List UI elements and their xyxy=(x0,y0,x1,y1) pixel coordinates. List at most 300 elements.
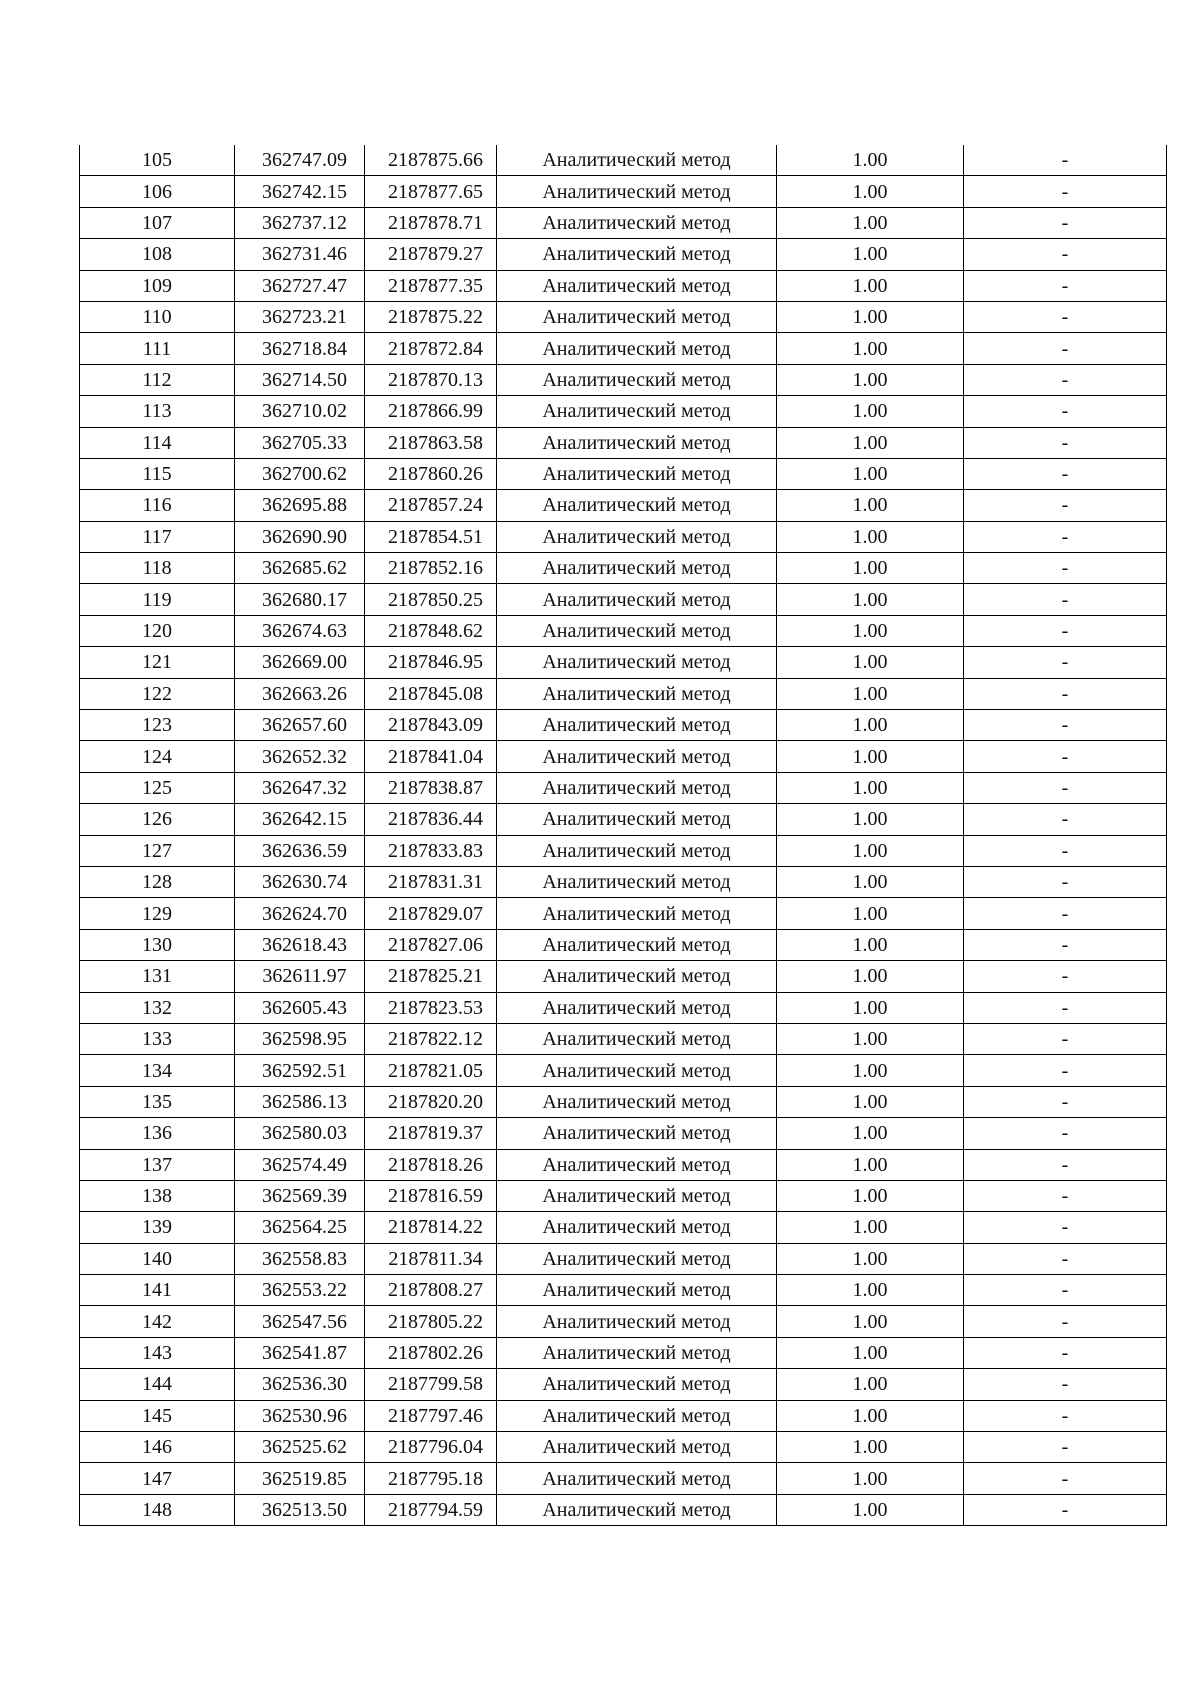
point-number-cell: 124 xyxy=(80,741,235,772)
note-cell: - xyxy=(964,1494,1167,1525)
y-coordinate-cell: 2187827.06 xyxy=(365,929,497,960)
y-coordinate-cell: 2187877.65 xyxy=(365,176,497,207)
method-cell: Аналитический метод xyxy=(497,207,777,238)
table-row xyxy=(80,1118,1167,1149)
y-coordinate-cell: 2187836.44 xyxy=(365,804,497,835)
accuracy-cell: 1.00 xyxy=(777,490,964,521)
accuracy-cell: 1.00 xyxy=(777,521,964,552)
method-cell: Аналитический метод xyxy=(497,772,777,803)
point-number-cell: 129 xyxy=(80,898,235,929)
point-number-cell: 125 xyxy=(80,772,235,803)
y-coordinate-cell: 2187819.37 xyxy=(365,1118,497,1149)
x-coordinate-cell: 362530.96 xyxy=(235,1400,365,1431)
point-number-cell: 146 xyxy=(80,1432,235,1463)
accuracy-cell: 1.00 xyxy=(777,1055,964,1086)
y-coordinate-cell: 2187811.34 xyxy=(365,1243,497,1274)
coordinates-table-body xyxy=(80,145,1167,1526)
method-cell: Аналитический метод xyxy=(497,396,777,427)
accuracy-cell: 1.00 xyxy=(777,1400,964,1431)
table-row xyxy=(80,521,1167,552)
table-row xyxy=(80,866,1167,897)
method-cell: Аналитический метод xyxy=(497,1212,777,1243)
point-number-cell: 137 xyxy=(80,1149,235,1180)
accuracy-cell: 1.00 xyxy=(777,1306,964,1337)
note-cell: - xyxy=(964,207,1167,238)
note-cell: - xyxy=(964,1275,1167,1306)
x-coordinate-cell: 362525.62 xyxy=(235,1432,365,1463)
y-coordinate-cell: 2187854.51 xyxy=(365,521,497,552)
y-coordinate-cell: 2187879.27 xyxy=(365,239,497,270)
point-number-cell: 119 xyxy=(80,584,235,615)
y-coordinate-cell: 2187848.62 xyxy=(365,615,497,646)
table-row xyxy=(80,270,1167,301)
method-cell: Аналитический метод xyxy=(497,333,777,364)
method-cell: Аналитический метод xyxy=(497,992,777,1023)
x-coordinate-cell: 362695.88 xyxy=(235,490,365,521)
table-row xyxy=(80,176,1167,207)
y-coordinate-cell: 2187831.31 xyxy=(365,866,497,897)
point-number-cell: 133 xyxy=(80,1023,235,1054)
point-number-cell: 121 xyxy=(80,647,235,678)
x-coordinate-cell: 362680.17 xyxy=(235,584,365,615)
point-number-cell: 134 xyxy=(80,1055,235,1086)
table-row xyxy=(80,615,1167,646)
y-coordinate-cell: 2187794.59 xyxy=(365,1494,497,1525)
point-number-cell: 143 xyxy=(80,1337,235,1368)
x-coordinate-cell: 362598.95 xyxy=(235,1023,365,1054)
table-row xyxy=(80,1023,1167,1054)
point-number-cell: 122 xyxy=(80,678,235,709)
note-cell: - xyxy=(964,521,1167,552)
y-coordinate-cell: 2187841.04 xyxy=(365,741,497,772)
accuracy-cell: 1.00 xyxy=(777,992,964,1023)
y-coordinate-cell: 2187823.53 xyxy=(365,992,497,1023)
table-row xyxy=(80,804,1167,835)
method-cell: Аналитический метод xyxy=(497,615,777,646)
note-cell: - xyxy=(964,1055,1167,1086)
accuracy-cell: 1.00 xyxy=(777,1463,964,1494)
method-cell: Аналитический метод xyxy=(497,364,777,395)
y-coordinate-cell: 2187846.95 xyxy=(365,647,497,678)
y-coordinate-cell: 2187863.58 xyxy=(365,427,497,458)
table-row xyxy=(80,1149,1167,1180)
table-row xyxy=(80,1180,1167,1211)
method-cell: Аналитический метод xyxy=(497,710,777,741)
table-row xyxy=(80,1337,1167,1368)
table-row xyxy=(80,553,1167,584)
method-cell: Аналитический метод xyxy=(497,584,777,615)
y-coordinate-cell: 2187820.20 xyxy=(365,1086,497,1117)
table-row xyxy=(80,992,1167,1023)
x-coordinate-cell: 362669.00 xyxy=(235,647,365,678)
accuracy-cell: 1.00 xyxy=(777,615,964,646)
x-coordinate-cell: 362536.30 xyxy=(235,1369,365,1400)
x-coordinate-cell: 362727.47 xyxy=(235,270,365,301)
note-cell: - xyxy=(964,992,1167,1023)
accuracy-cell: 1.00 xyxy=(777,961,964,992)
accuracy-cell: 1.00 xyxy=(777,458,964,489)
note-cell: - xyxy=(964,427,1167,458)
x-coordinate-cell: 362705.33 xyxy=(235,427,365,458)
accuracy-cell: 1.00 xyxy=(777,647,964,678)
x-coordinate-cell: 362714.50 xyxy=(235,364,365,395)
table-row xyxy=(80,584,1167,615)
note-cell: - xyxy=(964,898,1167,929)
x-coordinate-cell: 362574.49 xyxy=(235,1149,365,1180)
x-coordinate-cell: 362723.21 xyxy=(235,301,365,332)
method-cell: Аналитический метод xyxy=(497,458,777,489)
accuracy-cell: 1.00 xyxy=(777,741,964,772)
y-coordinate-cell: 2187857.24 xyxy=(365,490,497,521)
y-coordinate-cell: 2187850.25 xyxy=(365,584,497,615)
x-coordinate-cell: 362558.83 xyxy=(235,1243,365,1274)
note-cell: - xyxy=(964,301,1167,332)
point-number-cell: 107 xyxy=(80,207,235,238)
accuracy-cell: 1.00 xyxy=(777,270,964,301)
x-coordinate-cell: 362611.97 xyxy=(235,961,365,992)
point-number-cell: 142 xyxy=(80,1306,235,1337)
accuracy-cell: 1.00 xyxy=(777,176,964,207)
x-coordinate-cell: 362731.46 xyxy=(235,239,365,270)
table-row xyxy=(80,396,1167,427)
y-coordinate-cell: 2187818.26 xyxy=(365,1149,497,1180)
note-cell: - xyxy=(964,458,1167,489)
method-cell: Аналитический метод xyxy=(497,553,777,584)
note-cell: - xyxy=(964,741,1167,772)
x-coordinate-cell: 362690.90 xyxy=(235,521,365,552)
y-coordinate-cell: 2187866.99 xyxy=(365,396,497,427)
accuracy-cell: 1.00 xyxy=(777,678,964,709)
point-number-cell: 139 xyxy=(80,1212,235,1243)
accuracy-cell: 1.00 xyxy=(777,364,964,395)
y-coordinate-cell: 2187814.22 xyxy=(365,1212,497,1243)
accuracy-cell: 1.00 xyxy=(777,929,964,960)
y-coordinate-cell: 2187875.66 xyxy=(365,145,497,176)
method-cell: Аналитический метод xyxy=(497,1432,777,1463)
method-cell: Аналитический метод xyxy=(497,1463,777,1494)
x-coordinate-cell: 362630.74 xyxy=(235,866,365,897)
table-row xyxy=(80,490,1167,521)
note-cell: - xyxy=(964,239,1167,270)
method-cell: Аналитический метод xyxy=(497,898,777,929)
note-cell: - xyxy=(964,490,1167,521)
x-coordinate-cell: 362700.62 xyxy=(235,458,365,489)
point-number-cell: 113 xyxy=(80,396,235,427)
method-cell: Аналитический метод xyxy=(497,1275,777,1306)
accuracy-cell: 1.00 xyxy=(777,1086,964,1117)
x-coordinate-cell: 362742.15 xyxy=(235,176,365,207)
note-cell: - xyxy=(964,1086,1167,1117)
method-cell: Аналитический метод xyxy=(497,1494,777,1525)
y-coordinate-cell: 2187808.27 xyxy=(365,1275,497,1306)
accuracy-cell: 1.00 xyxy=(777,1243,964,1274)
accuracy-cell: 1.00 xyxy=(777,1149,964,1180)
note-cell: - xyxy=(964,270,1167,301)
table-row xyxy=(80,1212,1167,1243)
accuracy-cell: 1.00 xyxy=(777,1212,964,1243)
accuracy-cell: 1.00 xyxy=(777,804,964,835)
method-cell: Аналитический метод xyxy=(497,961,777,992)
note-cell: - xyxy=(964,176,1167,207)
y-coordinate-cell: 2187877.35 xyxy=(365,270,497,301)
note-cell: - xyxy=(964,333,1167,364)
y-coordinate-cell: 2187795.18 xyxy=(365,1463,497,1494)
method-cell: Аналитический метод xyxy=(497,301,777,332)
accuracy-cell: 1.00 xyxy=(777,835,964,866)
x-coordinate-cell: 362547.56 xyxy=(235,1306,365,1337)
method-cell: Аналитический метод xyxy=(497,1086,777,1117)
accuracy-cell: 1.00 xyxy=(777,866,964,897)
y-coordinate-cell: 2187833.83 xyxy=(365,835,497,866)
y-coordinate-cell: 2187821.05 xyxy=(365,1055,497,1086)
y-coordinate-cell: 2187872.84 xyxy=(365,333,497,364)
table-row xyxy=(80,1369,1167,1400)
method-cell: Аналитический метод xyxy=(497,1118,777,1149)
accuracy-cell: 1.00 xyxy=(777,1275,964,1306)
accuracy-cell: 1.00 xyxy=(777,207,964,238)
method-cell: Аналитический метод xyxy=(497,835,777,866)
point-number-cell: 117 xyxy=(80,521,235,552)
note-cell: - xyxy=(964,772,1167,803)
y-coordinate-cell: 2187805.22 xyxy=(365,1306,497,1337)
point-number-cell: 128 xyxy=(80,866,235,897)
table-row xyxy=(80,1275,1167,1306)
x-coordinate-cell: 362553.22 xyxy=(235,1275,365,1306)
accuracy-cell: 1.00 xyxy=(777,1494,964,1525)
point-number-cell: 138 xyxy=(80,1180,235,1211)
note-cell: - xyxy=(964,1306,1167,1337)
method-cell: Аналитический метод xyxy=(497,1149,777,1180)
method-cell: Аналитический метод xyxy=(497,145,777,176)
note-cell: - xyxy=(964,364,1167,395)
note-cell: - xyxy=(964,1243,1167,1274)
accuracy-cell: 1.00 xyxy=(777,1337,964,1368)
x-coordinate-cell: 362657.60 xyxy=(235,710,365,741)
y-coordinate-cell: 2187799.58 xyxy=(365,1369,497,1400)
table-row xyxy=(80,929,1167,960)
method-cell: Аналитический метод xyxy=(497,1337,777,1368)
accuracy-cell: 1.00 xyxy=(777,239,964,270)
accuracy-cell: 1.00 xyxy=(777,1118,964,1149)
y-coordinate-cell: 2187796.04 xyxy=(365,1432,497,1463)
method-cell: Аналитический метод xyxy=(497,929,777,960)
method-cell: Аналитический метод xyxy=(497,647,777,678)
accuracy-cell: 1.00 xyxy=(777,1432,964,1463)
note-cell: - xyxy=(964,678,1167,709)
point-number-cell: 145 xyxy=(80,1400,235,1431)
x-coordinate-cell: 362592.51 xyxy=(235,1055,365,1086)
point-number-cell: 116 xyxy=(80,490,235,521)
point-number-cell: 120 xyxy=(80,615,235,646)
table-row xyxy=(80,772,1167,803)
table-row xyxy=(80,1243,1167,1274)
x-coordinate-cell: 362618.43 xyxy=(235,929,365,960)
accuracy-cell: 1.00 xyxy=(777,301,964,332)
table-row xyxy=(80,145,1167,176)
x-coordinate-cell: 362710.02 xyxy=(235,396,365,427)
x-coordinate-cell: 362737.12 xyxy=(235,207,365,238)
accuracy-cell: 1.00 xyxy=(777,145,964,176)
point-number-cell: 126 xyxy=(80,804,235,835)
table-row xyxy=(80,741,1167,772)
y-coordinate-cell: 2187878.71 xyxy=(365,207,497,238)
x-coordinate-cell: 362605.43 xyxy=(235,992,365,1023)
table-row xyxy=(80,1306,1167,1337)
point-number-cell: 132 xyxy=(80,992,235,1023)
note-cell: - xyxy=(964,145,1167,176)
table-row xyxy=(80,1432,1167,1463)
table-row xyxy=(80,1055,1167,1086)
accuracy-cell: 1.00 xyxy=(777,396,964,427)
method-cell: Аналитический метод xyxy=(497,427,777,458)
x-coordinate-cell: 362647.32 xyxy=(235,772,365,803)
table-row xyxy=(80,1400,1167,1431)
note-cell: - xyxy=(964,1432,1167,1463)
table-row xyxy=(80,678,1167,709)
note-cell: - xyxy=(964,1118,1167,1149)
y-coordinate-cell: 2187816.59 xyxy=(365,1180,497,1211)
method-cell: Аналитический метод xyxy=(497,239,777,270)
method-cell: Аналитический метод xyxy=(497,1023,777,1054)
note-cell: - xyxy=(964,1337,1167,1368)
method-cell: Аналитический метод xyxy=(497,490,777,521)
y-coordinate-cell: 2187870.13 xyxy=(365,364,497,395)
accuracy-cell: 1.00 xyxy=(777,333,964,364)
x-coordinate-cell: 362519.85 xyxy=(235,1463,365,1494)
point-number-cell: 140 xyxy=(80,1243,235,1274)
method-cell: Аналитический метод xyxy=(497,1055,777,1086)
y-coordinate-cell: 2187843.09 xyxy=(365,710,497,741)
y-coordinate-cell: 2187825.21 xyxy=(365,961,497,992)
accuracy-cell: 1.00 xyxy=(777,1369,964,1400)
accuracy-cell: 1.00 xyxy=(777,772,964,803)
note-cell: - xyxy=(964,1463,1167,1494)
point-number-cell: 118 xyxy=(80,553,235,584)
method-cell: Аналитический метод xyxy=(497,678,777,709)
x-coordinate-cell: 362636.59 xyxy=(235,835,365,866)
y-coordinate-cell: 2187838.87 xyxy=(365,772,497,803)
note-cell: - xyxy=(964,396,1167,427)
point-number-cell: 136 xyxy=(80,1118,235,1149)
table-row xyxy=(80,710,1167,741)
accuracy-cell: 1.00 xyxy=(777,1180,964,1211)
method-cell: Аналитический метод xyxy=(497,270,777,301)
note-cell: - xyxy=(964,647,1167,678)
coordinates-table xyxy=(79,145,1167,1526)
x-coordinate-cell: 362642.15 xyxy=(235,804,365,835)
point-number-cell: 114 xyxy=(80,427,235,458)
point-number-cell: 110 xyxy=(80,301,235,332)
point-number-cell: 115 xyxy=(80,458,235,489)
method-cell: Аналитический метод xyxy=(497,176,777,207)
method-cell: Аналитический метод xyxy=(497,804,777,835)
point-number-cell: 108 xyxy=(80,239,235,270)
point-number-cell: 135 xyxy=(80,1086,235,1117)
note-cell: - xyxy=(964,1369,1167,1400)
method-cell: Аналитический метод xyxy=(497,1400,777,1431)
table-row xyxy=(80,458,1167,489)
note-cell: - xyxy=(964,584,1167,615)
method-cell: Аналитический метод xyxy=(497,1306,777,1337)
note-cell: - xyxy=(964,553,1167,584)
point-number-cell: 144 xyxy=(80,1369,235,1400)
point-number-cell: 131 xyxy=(80,961,235,992)
y-coordinate-cell: 2187875.22 xyxy=(365,301,497,332)
x-coordinate-cell: 362569.39 xyxy=(235,1180,365,1211)
point-number-cell: 105 xyxy=(80,145,235,176)
method-cell: Аналитический метод xyxy=(497,1180,777,1211)
table-row xyxy=(80,1494,1167,1525)
x-coordinate-cell: 362718.84 xyxy=(235,333,365,364)
point-number-cell: 148 xyxy=(80,1494,235,1525)
y-coordinate-cell: 2187852.16 xyxy=(365,553,497,584)
method-cell: Аналитический метод xyxy=(497,521,777,552)
point-number-cell: 147 xyxy=(80,1463,235,1494)
point-number-cell: 109 xyxy=(80,270,235,301)
table-row xyxy=(80,207,1167,238)
x-coordinate-cell: 362586.13 xyxy=(235,1086,365,1117)
method-cell: Аналитический метод xyxy=(497,866,777,897)
note-cell: - xyxy=(964,1180,1167,1211)
note-cell: - xyxy=(964,1149,1167,1180)
accuracy-cell: 1.00 xyxy=(777,553,964,584)
y-coordinate-cell: 2187845.08 xyxy=(365,678,497,709)
table-row xyxy=(80,239,1167,270)
note-cell: - xyxy=(964,615,1167,646)
x-coordinate-cell: 362564.25 xyxy=(235,1212,365,1243)
x-coordinate-cell: 362624.70 xyxy=(235,898,365,929)
table-row xyxy=(80,961,1167,992)
point-number-cell: 106 xyxy=(80,176,235,207)
point-number-cell: 127 xyxy=(80,835,235,866)
x-coordinate-cell: 362541.87 xyxy=(235,1337,365,1368)
note-cell: - xyxy=(964,866,1167,897)
table-row xyxy=(80,835,1167,866)
accuracy-cell: 1.00 xyxy=(777,710,964,741)
table-row xyxy=(80,1086,1167,1117)
method-cell: Аналитический метод xyxy=(497,1369,777,1400)
x-coordinate-cell: 362685.62 xyxy=(235,553,365,584)
table-row xyxy=(80,427,1167,458)
table-row xyxy=(80,647,1167,678)
accuracy-cell: 1.00 xyxy=(777,584,964,615)
table-row xyxy=(80,333,1167,364)
point-number-cell: 111 xyxy=(80,333,235,364)
point-number-cell: 141 xyxy=(80,1275,235,1306)
y-coordinate-cell: 2187797.46 xyxy=(365,1400,497,1431)
method-cell: Аналитический метод xyxy=(497,741,777,772)
x-coordinate-cell: 362663.26 xyxy=(235,678,365,709)
table-row xyxy=(80,301,1167,332)
method-cell: Аналитический метод xyxy=(497,1243,777,1274)
y-coordinate-cell: 2187802.26 xyxy=(365,1337,497,1368)
note-cell: - xyxy=(964,1400,1167,1431)
point-number-cell: 123 xyxy=(80,710,235,741)
point-number-cell: 130 xyxy=(80,929,235,960)
x-coordinate-cell: 362747.09 xyxy=(235,145,365,176)
y-coordinate-cell: 2187829.07 xyxy=(365,898,497,929)
table-row xyxy=(80,898,1167,929)
note-cell: - xyxy=(964,835,1167,866)
table-row xyxy=(80,364,1167,395)
note-cell: - xyxy=(964,804,1167,835)
note-cell: - xyxy=(964,1212,1167,1243)
y-coordinate-cell: 2187860.26 xyxy=(365,458,497,489)
note-cell: - xyxy=(964,710,1167,741)
note-cell: - xyxy=(964,961,1167,992)
x-coordinate-cell: 362513.50 xyxy=(235,1494,365,1525)
point-number-cell: 112 xyxy=(80,364,235,395)
